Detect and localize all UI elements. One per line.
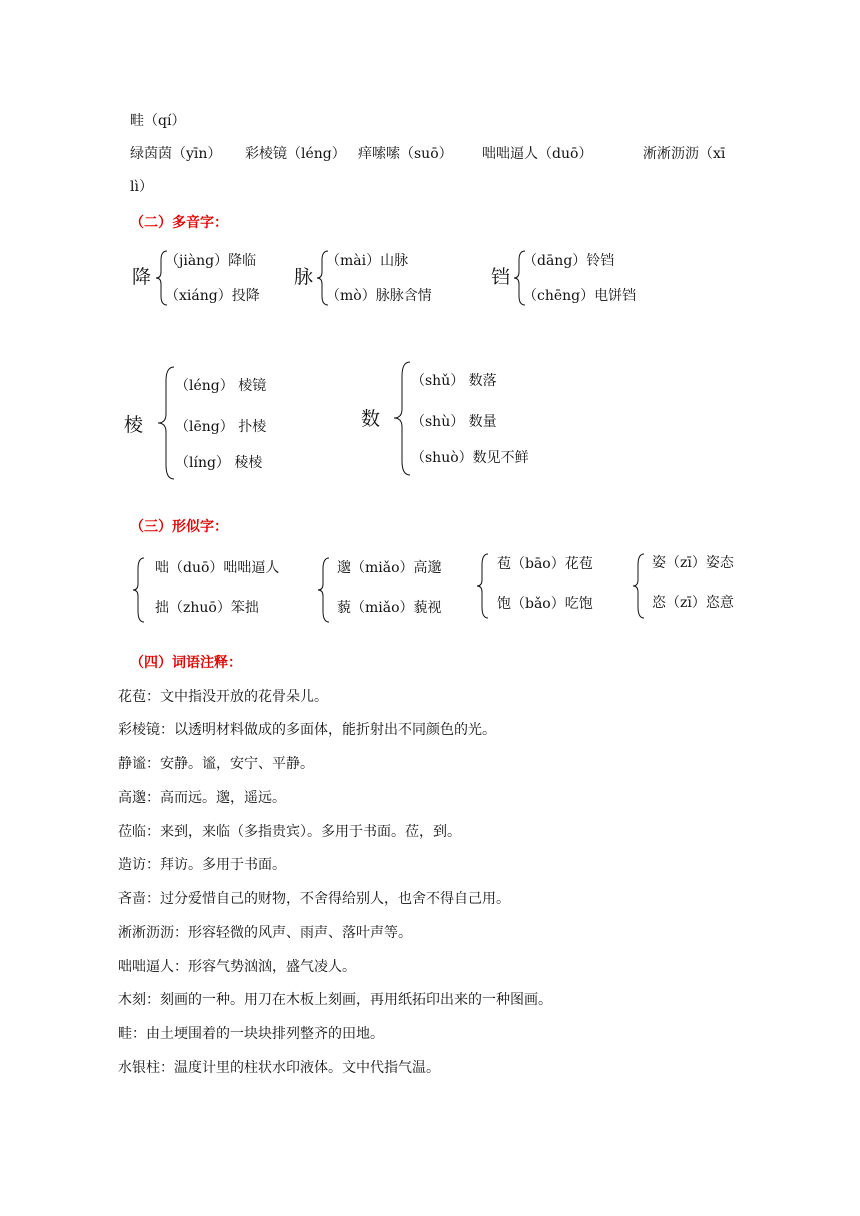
polyphone-char: 降 [132, 266, 152, 288]
brace-icon [476, 553, 490, 619]
similar-char: 恣（zī）恣意 [652, 595, 734, 611]
polyphone-reading: （mài）山脉 [326, 253, 409, 269]
glossary-entry: 咄咄逼人：形容气势汹汹，盛气凌人。 [118, 959, 356, 975]
glossary-entry: 木刻：刻画的一种。用刀在木板上刻画，再用纸拓印出来的一种图画。 [118, 992, 552, 1008]
section3-heading: （三）形似字： [130, 519, 228, 535]
polyphone-reading: （jiàng）降临 [165, 253, 257, 269]
polyphone-reading: （lēng） 扑棱 [175, 419, 267, 435]
polyphone-char: 数 [361, 408, 381, 430]
glossary-entry: 畦：由土埂围着的一块块排列整齐的田地。 [118, 1026, 384, 1042]
glossary-entry: 花苞：文中指没开放的花骨朵儿。 [118, 689, 328, 705]
polyphone-char: 棱 [124, 414, 144, 436]
pinyin-word-5-cont: lì） [130, 179, 153, 195]
polyphone-reading: （shù） 数量 [411, 414, 497, 430]
glossary-entry: 莅临：来到，来临（多指贵宾）。多用于书面。莅，到。 [118, 824, 461, 840]
polyphone-reading: （shǔ） 数落 [411, 373, 497, 389]
pinyin-line-1: 畦（qí） [130, 113, 186, 129]
brace-icon [156, 366, 176, 480]
polyphone-char: 铛 [491, 266, 511, 288]
glossary-entry: 彩棱镜：以透明材料做成的多面体，能折射出不同颜色的光。 [118, 722, 496, 738]
polyphone-char: 脉 [294, 266, 314, 288]
pinyin-word-3: 痒嗦嗦（suō） [358, 146, 453, 162]
glossary-entry: 吝啬：过分爱惜自己的财物，不舍得给别人，也舍不得自己用。 [118, 891, 510, 907]
glossary-entry: 造访：拜访。多用于书面。 [118, 857, 286, 873]
polyphone-reading: （chēng）电饼铛 [523, 288, 637, 304]
polyphone-reading: （mò）脉脉含情 [326, 288, 432, 304]
section2-heading: （二）多音字： [130, 215, 228, 231]
pinyin-word-2: 彩棱镜（léng） [245, 146, 346, 162]
polyphone-reading: （xiáng）投降 [165, 288, 260, 304]
pinyin-word-5: 淅淅沥沥（xī [643, 146, 726, 162]
polyphone-reading: （dāng）铃铛 [523, 253, 615, 269]
pinyin-word-4: 咄咄逼人（duō） [482, 146, 593, 162]
polyphone-reading: （léng） 棱镜 [175, 378, 267, 394]
similar-char: 苞（bāo）花苞 [497, 556, 593, 572]
similar-char: 饱（bǎo）吃饱 [497, 596, 593, 612]
pinyin-word-1: 绿茵茵（yīn） [130, 146, 222, 162]
glossary-entry: 水银柱：温度计里的柱状水印液体。文中代指气温。 [118, 1060, 440, 1076]
section4-heading: （四）词语注释： [130, 655, 242, 671]
polyphone-reading: （shuò）数见不鲜 [411, 450, 529, 466]
brace-icon [392, 361, 412, 476]
brace-icon [132, 557, 146, 623]
glossary-entry: 高邈：高而远。邈，遥远。 [118, 790, 286, 806]
similar-char: 拙（zhuō）笨拙 [155, 600, 259, 616]
polyphone-reading: （líng） 稜棱 [175, 455, 263, 471]
similar-char: 咄（duō）咄咄逼人 [155, 560, 280, 576]
similar-char: 藐（miǎo）藐视 [337, 600, 442, 616]
glossary-entry: 静谧：安静。谧，安宁、平静。 [118, 756, 314, 772]
glossary-entry: 淅淅沥沥：形容轻微的风声、雨声、落叶声等。 [118, 925, 412, 941]
similar-char: 姿（zī）姿态 [652, 555, 734, 571]
similar-char: 邈（miǎo）高邈 [337, 560, 442, 576]
brace-icon [632, 553, 646, 619]
brace-icon [317, 557, 331, 623]
